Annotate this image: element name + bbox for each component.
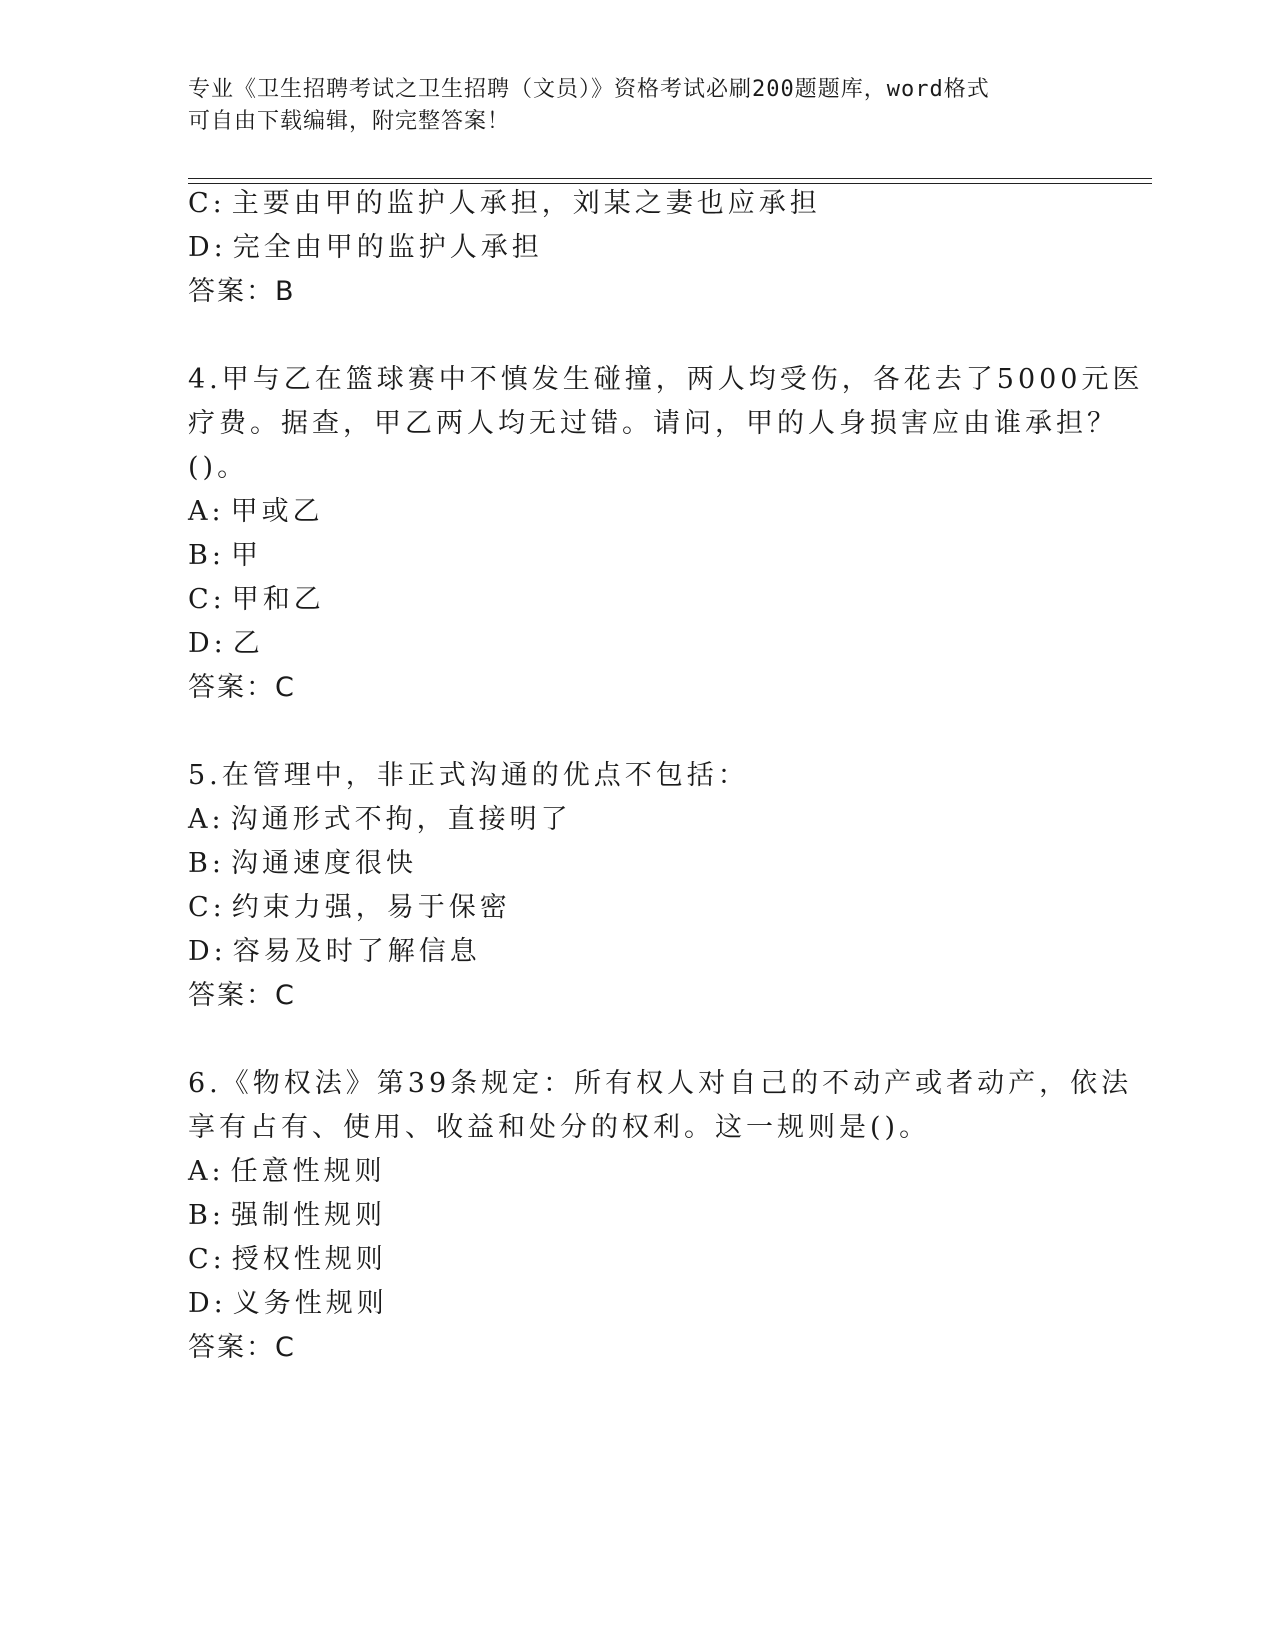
header-title-line-1: 专业《卫生招聘考试之卫生招聘（文员）》资格考试必刷200题题库，word格式 xyxy=(188,77,990,102)
q4-option-a xyxy=(188,494,324,530)
option-letter: D: xyxy=(188,628,227,659)
option-letter: C: xyxy=(188,1244,226,1275)
q6-option-d xyxy=(188,1286,388,1322)
option-letter: B: xyxy=(188,540,225,571)
header-divider-bottom xyxy=(188,183,1152,184)
q6-answer: 答案：C xyxy=(188,1332,296,1363)
option-letter: A: xyxy=(188,1156,225,1187)
option-letter: C: xyxy=(188,584,226,615)
q3-option-c xyxy=(188,186,821,222)
q4-stem-line-2: 疗费。据查，甲乙两人均无过错。请问，甲的人身损害应由谁承担？ xyxy=(188,408,1118,439)
option-text: 主要由甲的监护人承担，刘某之妻也应承担 xyxy=(231,188,821,219)
q5-option-c xyxy=(188,890,511,926)
option-text: 任意性规则 xyxy=(230,1156,386,1187)
option-text: 甲或乙 xyxy=(230,496,324,527)
q4-option-c xyxy=(188,582,325,618)
option-letter: A: xyxy=(188,804,225,835)
q4-answer: 答案：C xyxy=(188,672,296,703)
q6-option-b xyxy=(188,1198,386,1234)
option-text: 乙 xyxy=(232,628,264,659)
option-letter: B: xyxy=(188,848,225,879)
q3-option-d xyxy=(188,230,543,266)
option-letter: C: xyxy=(188,188,226,219)
option-letter: A: xyxy=(188,496,225,527)
q4-option-d xyxy=(188,626,264,662)
option-text: 强制性规则 xyxy=(230,1200,386,1231)
option-letter: D: xyxy=(188,936,227,967)
q5-option-d xyxy=(188,934,481,970)
option-letter: C: xyxy=(188,892,226,923)
q6-stem-line-1: 6.《物权法》第39条规定：所有权人对自己的不动产或者动产，依法 xyxy=(188,1068,1133,1099)
option-text: 甲 xyxy=(230,540,262,571)
option-text: 容易及时了解信息 xyxy=(232,936,481,967)
q4-stem-line-3: ()。 xyxy=(188,452,249,483)
q6-option-c xyxy=(188,1242,387,1278)
q6-option-a xyxy=(188,1154,386,1190)
option-letter: D: xyxy=(188,232,227,263)
option-text: 沟通速度很快 xyxy=(230,848,417,879)
q4-stem-line-1: 4.甲与乙在篮球赛中不慎发生碰撞，两人均受伤，各花去了5000元医 xyxy=(188,364,1144,395)
option-text: 完全由甲的监护人承担 xyxy=(232,232,543,263)
option-text: 授权性规则 xyxy=(231,1244,387,1275)
option-text: 甲和乙 xyxy=(231,584,325,615)
option-letter: B: xyxy=(188,1200,225,1231)
q4-option-b xyxy=(188,538,262,574)
header-divider-top xyxy=(188,178,1152,179)
q5-option-a xyxy=(188,802,572,838)
option-letter: D: xyxy=(188,1288,227,1319)
q5-option-b xyxy=(188,846,417,882)
q5-answer: 答案：C xyxy=(188,980,296,1011)
option-text: 约束力强，易于保密 xyxy=(231,892,511,923)
q5-stem-line-1: 5.在管理中，非正式沟通的优点不包括： xyxy=(188,760,749,791)
q6-stem-line-2: 享有占有、使用、收益和处分的权利。这一规则是()。 xyxy=(188,1112,931,1143)
document-header xyxy=(188,74,1068,138)
option-text: 沟通形式不拘，直接明了 xyxy=(230,804,572,835)
header-title-line-2: 可自由下载编辑，附完整答案！ xyxy=(188,109,511,134)
q3-answer: 答案：B xyxy=(188,276,296,307)
option-text: 义务性规则 xyxy=(232,1288,388,1319)
